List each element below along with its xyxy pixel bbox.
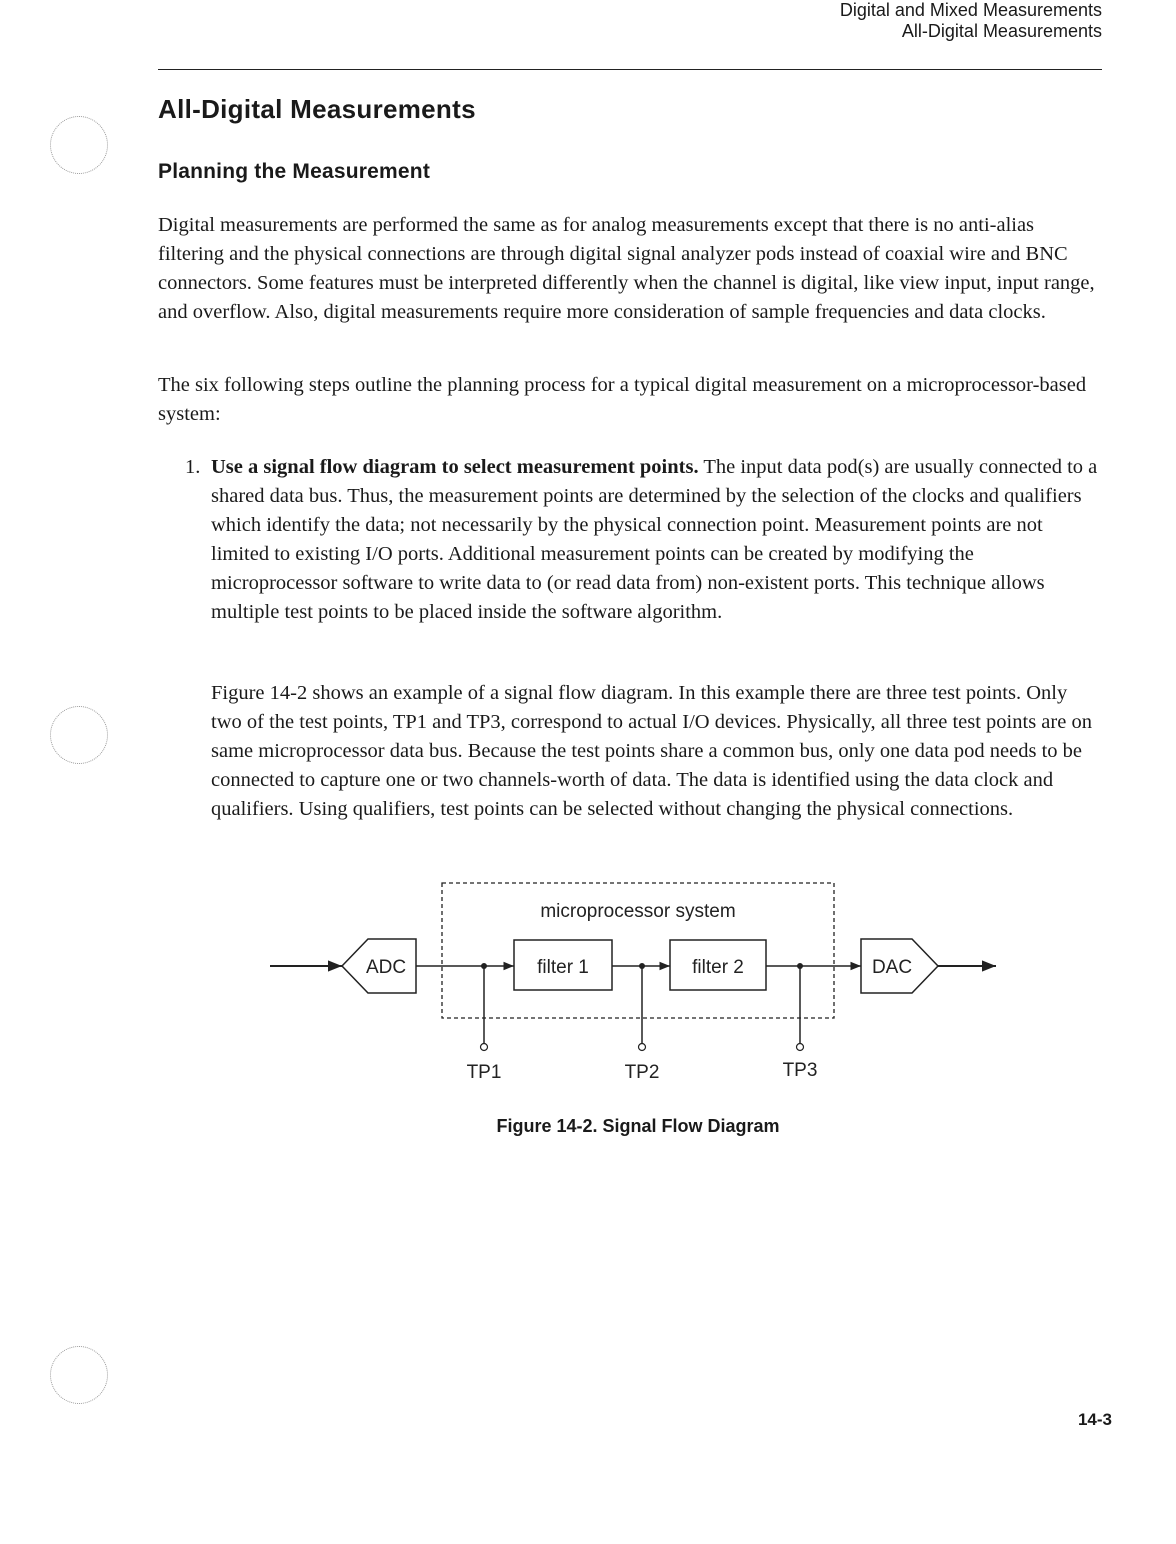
running-header-chapter: Digital and Mixed Measurements [839, 0, 1102, 20]
subsection-title: Planning the Measurement [158, 160, 431, 183]
section-title: All-Digital Measurements [158, 94, 476, 124]
tp1-terminal [481, 1044, 488, 1051]
figure-explanation-paragraph: Figure 14-2 shows an example of a signal flow diagram. In this example there are three test points. Only two of the test points, TP1 and TP3, correspond to actual I/O devices. Physically, all three test points are on same microprocessor data bus. Because the test points share a common bus, only one data pod needs to be connected to capture one or two channels-worth of data. The data is identified using the data clock and qualifiers. Using qualifiers, test points can be selected without changing the physical connections. [211, 682, 1092, 820]
tp1-junction [481, 963, 487, 969]
step-1-text: The input data pod(s) are usually connected to a shared data bus. Thus, the measurement points are determined by the selection of the clocks and qualifiers which identify the data; not necessarily by the physical connection point. Measurement points are not limited to existing I/O ports. Additional measurement points can be created by modifying the microprocessor software to write data to (or read data from) non-existent ports. This technique allows multiple test points to be placed inside the software algorithm. [211, 456, 1098, 623]
system-label: microprocessor system [540, 901, 736, 922]
step-number: 1. [185, 456, 201, 478]
filter2-label: filter 2 [692, 957, 744, 978]
dac-label: DAC [871, 957, 913, 978]
running-header-section: All-Digital Measurements [901, 21, 1102, 41]
tp3-label: TP3 [782, 1060, 818, 1081]
step-1-lead: Use a signal flow diagram to select measurement points. [211, 456, 699, 478]
tp2-terminal [639, 1044, 646, 1051]
tp3-junction [797, 963, 803, 969]
filter1-label: filter 1 [537, 957, 589, 978]
intro-paragraph: Digital measurements are performed the same as for analog measurements except that there is no anti-alias filtering and the physical connections are through digital signal analyzer pods instead of coaxial wire and BNC connectors. Some features must be interpreted differently when the channel is digital, like view input, input range, and overflow. Also, digital measurements require more consideration of sample frequencies and data clocks. [158, 214, 1095, 323]
figure-caption: Figure 14-2. Signal Flow Diagram [496, 1116, 780, 1136]
steps-intro-paragraph: The six following steps outline the planning process for a typical digital measurement on a microprocessor-based system: [158, 374, 1087, 425]
tp2-label: TP2 [624, 1062, 660, 1083]
tp2-junction [639, 963, 645, 969]
tp1-label: TP1 [466, 1062, 502, 1083]
tp3-terminal [797, 1044, 804, 1051]
page-number: 14-3 [1077, 1410, 1112, 1429]
adc-label: ADC [365, 957, 407, 978]
